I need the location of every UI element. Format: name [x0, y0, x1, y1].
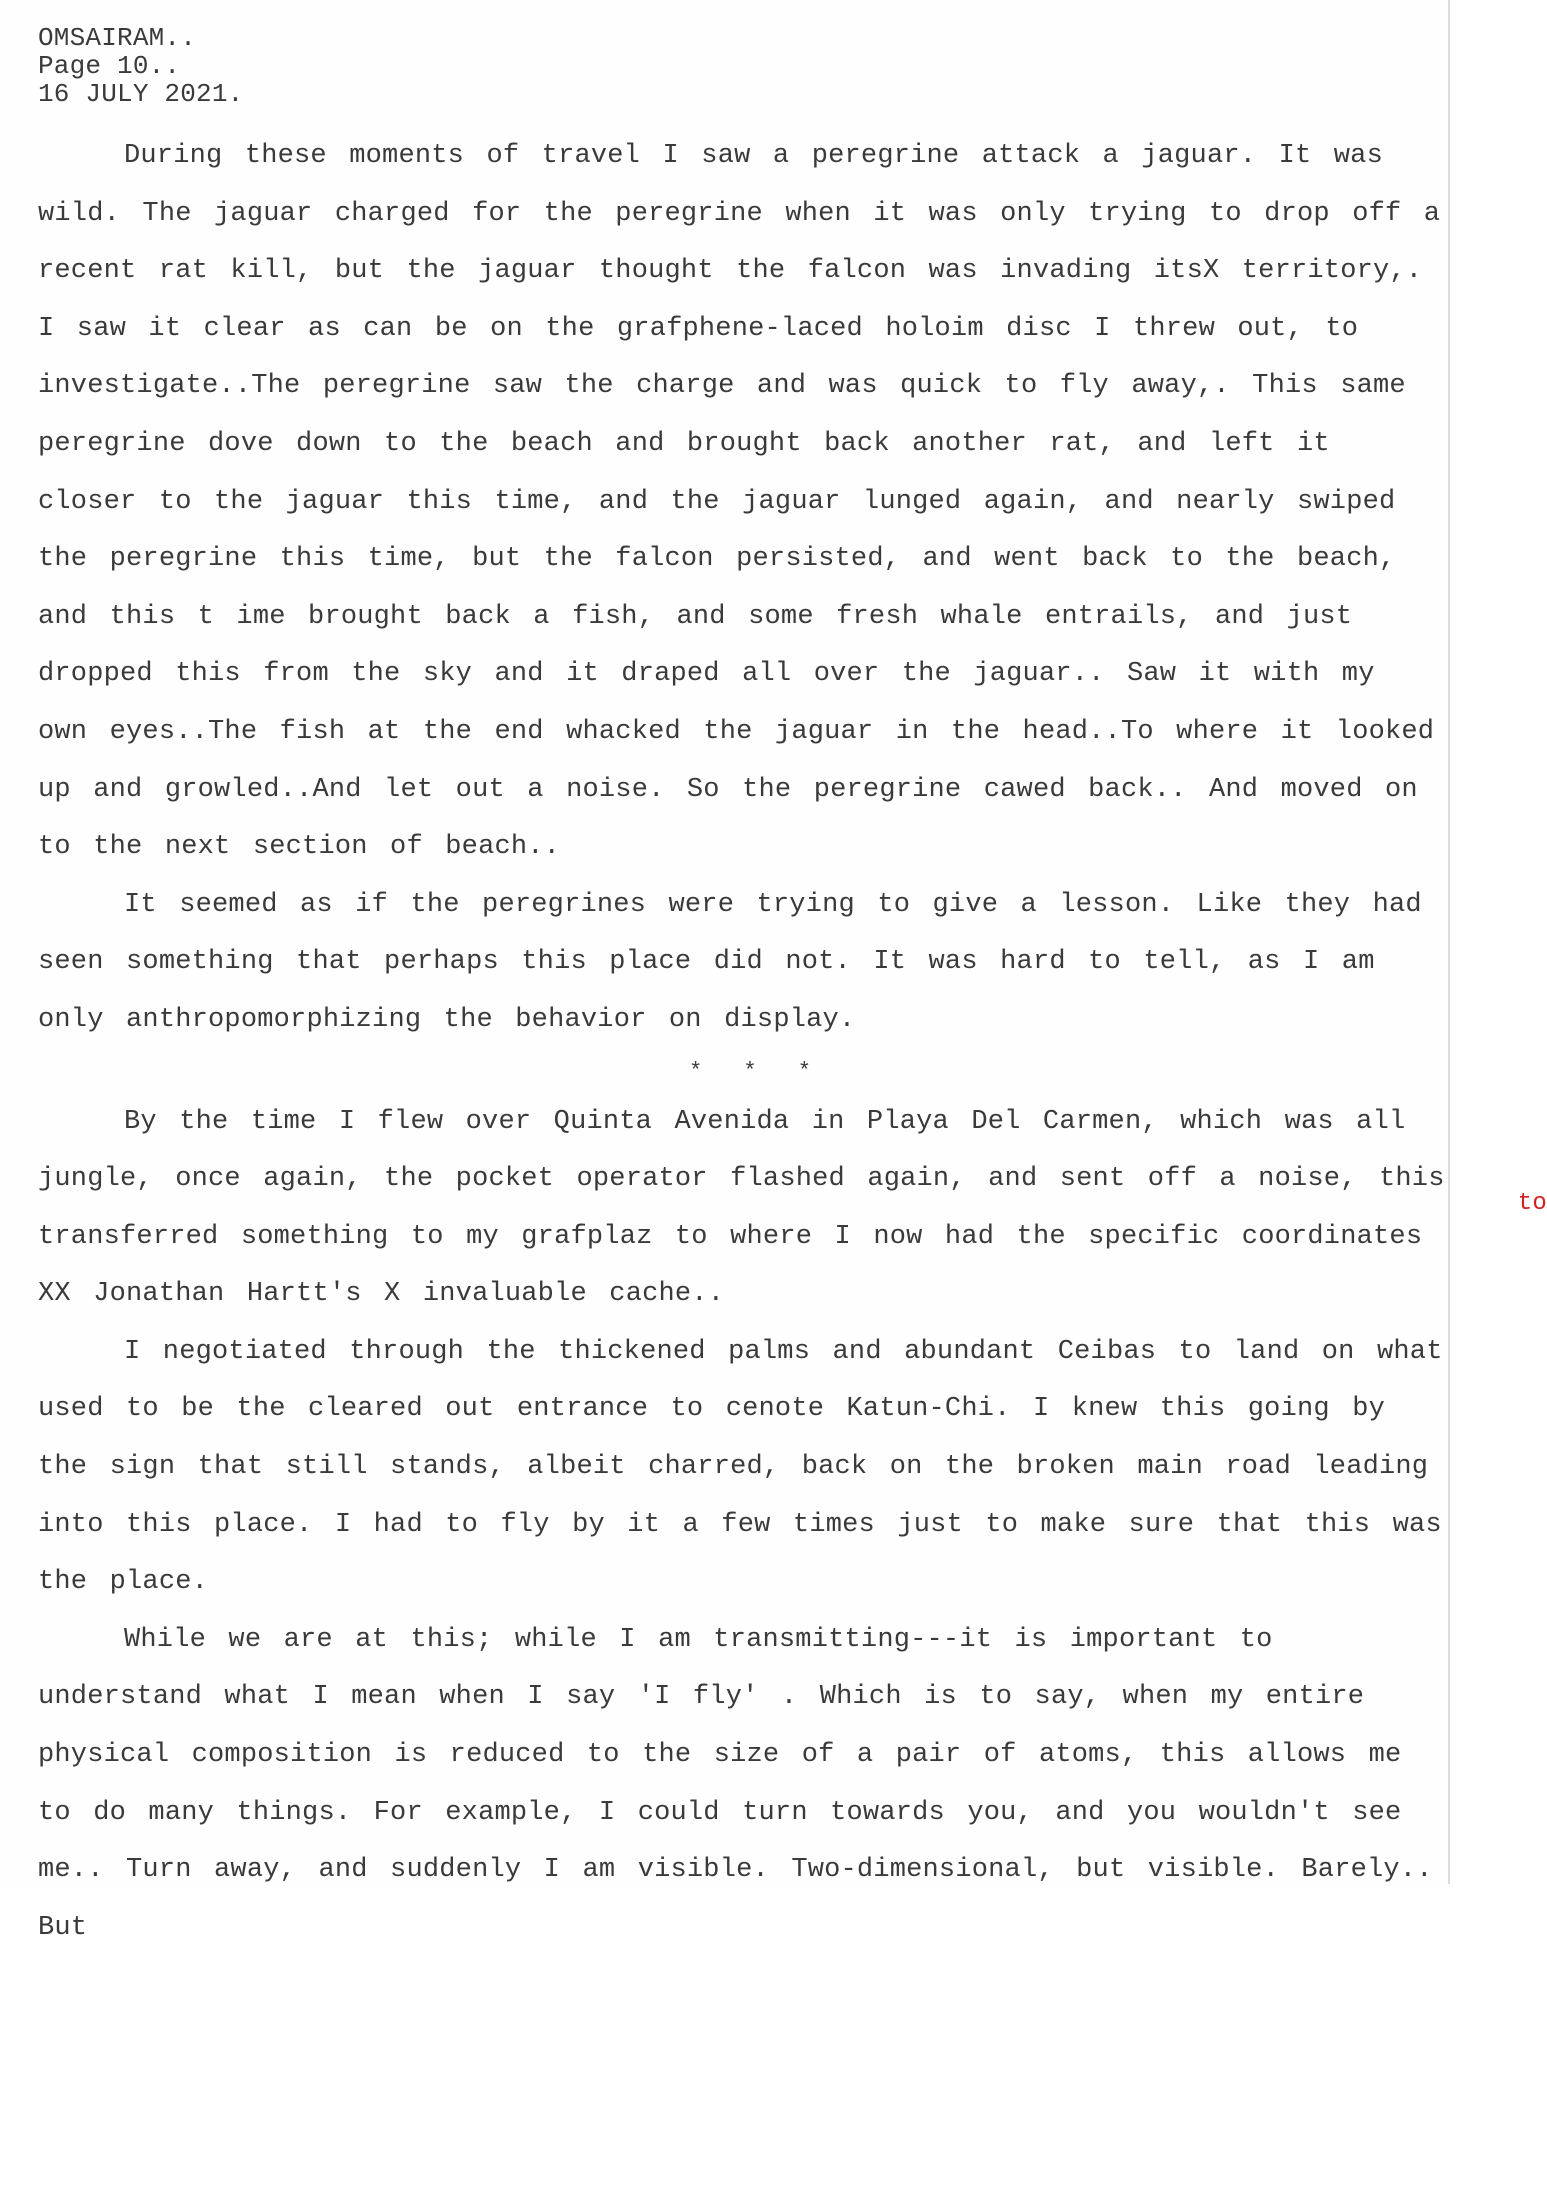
paragraph-quinta-avenida	[38, 1094, 1547, 1324]
paragraph-peregrine-jaguar: During these moments of travel I saw a peregrine attack a jaguar. It was wild. The jaguar charged for the peregrine when it was only trying to drop off a recent rat kill, but the jaguar thought the falcon was invading itsX territory,. I saw it clear as can be on the grafphene-laced holoim disc I threw out, to investigate..The peregrine saw the charge and was quick to fly away,. This same peregrine dove down to the beach and brought back another rat, and left it closer to the jaguar this time, and the jaguar lunged again, and nearly swiped the peregrine this time, but the falcon persisted, and went back to the beach, and this t ime brought back a fish, and some fresh whale entrails, and just dropped this from the sky and it draped all over the jaguar.. Saw it with my own eyes..The fish at the end whacked the jaguar in the head..To where it looked up and growled..And let out a noise. So the peregrine cawed back.. And moved on to the next section of beach..	[38, 141, 1441, 863]
coordinates-text: coordinates XX Jonathan Hartt's X invaluable cache..	[38, 1221, 1423, 1310]
paragraph-quinta-avenida-text: By the time I flew over Quinta Avenida in Playa Del Carmen, which was all jungle, once again, the pocket operator flashed again, and sent off a noise, this transferred something to my grafplaz to where I now had the specific	[38, 1106, 1445, 1252]
document-body	[38, 128, 1547, 2188]
header-page-number: Page 10..	[38, 51, 181, 81]
section-separator: * * *	[688, 1058, 825, 1084]
header-title: OMSAIRAM..	[38, 23, 197, 53]
paragraph-lesson: It seemed as if the peregrines were trying to give a lesson. Like they had seen something that perhaps this place did not. It was hard to tell, as I am only anthropomorphizing the behavior on display.	[38, 889, 1422, 1035]
handwritten-correction: to	[1517, 1189, 1547, 1217]
paragraph-cenote: I negotiated through the thickened palms and abundant Ceibas to land on what used to be the cleared out entrance to cenote Katun-Chi. I knew this going by the sign that still stands, albeit charred, back on the broken main road leading into this place. I had to fly by it a few times just to make sure that this was the place.	[38, 1336, 1443, 1598]
page-header	[38, 24, 243, 108]
header-date: 16 JULY 2021.	[38, 79, 244, 109]
paragraph-i-fly: While we are at this; while I am transmitting---it is important to understand what I mean when I say 'I fly' . Which is to say, when my entire physical composition is reduced to the size of a pair of atoms, this allows me to do many things. For example, I could turn towards you, and you wouldn't see me.. Turn away, and suddenly I am visible. Two-dimensional, but visible. Barely.. But	[38, 1624, 1433, 1943]
paper-edge	[1448, 0, 1450, 1884]
